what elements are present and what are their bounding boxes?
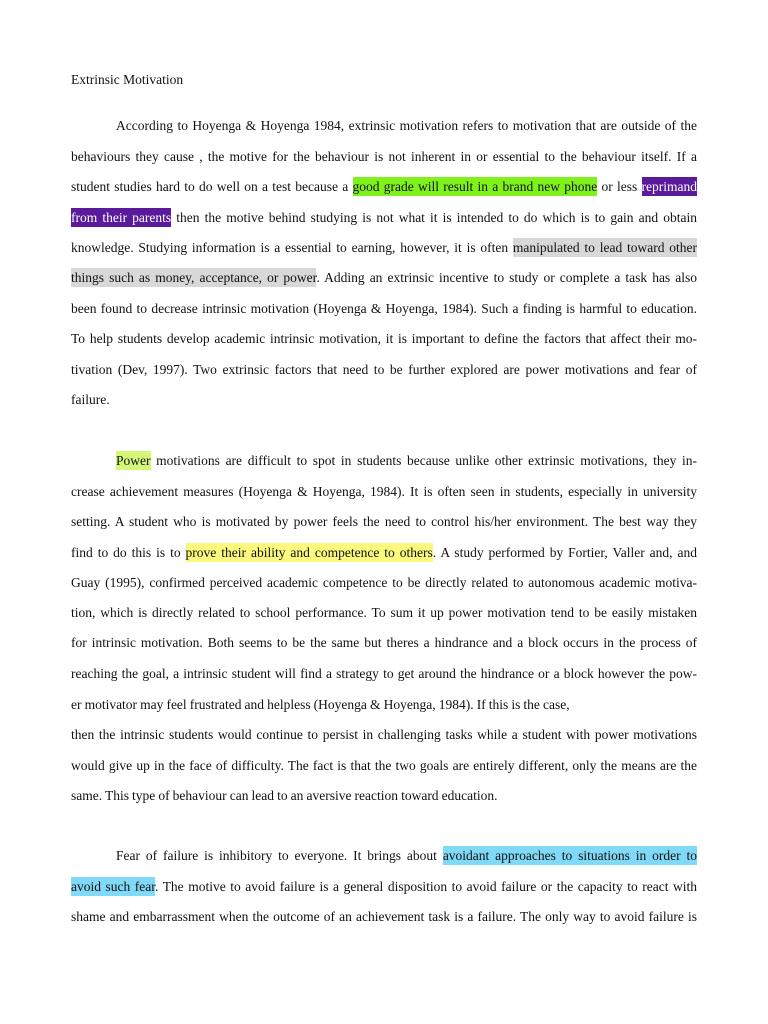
text-run: knowledge. Studying information is a essential to earning, however, it is often — [71, 240, 513, 255]
paragraph-2-line: then the intrinsic students would continue to persist in challenging tasks while a student with power motivations — [71, 727, 697, 742]
text-run: student studies hard to do well on a test because a — [71, 179, 353, 194]
paragraph-2-line: for intrinsic motivation. Both seems to be the same but theres a hindrance and a block occurs in the process of — [71, 635, 697, 650]
highlight-yellow: prove their ability and competence to others — [185, 545, 433, 560]
paragraph-2-line: tion, which is directly related to school performance. To sum it up power motivation tend to be easily mistaken — [71, 605, 697, 620]
highlight-gray: things such as money, acceptance, or power — [71, 270, 317, 285]
highlight-gray: manipulated to lead toward other — [512, 240, 697, 255]
paragraph-1-line — [71, 208, 697, 228]
paragraph-1-line — [71, 238, 697, 258]
paragraph-1-line: behaviours they cause , the motive for the behaviour is not inherent in or essential to the behaviour itself. If a — [71, 149, 697, 164]
text-run: find to do this is to — [71, 545, 186, 560]
highlight-purple: reprimand — [641, 179, 697, 194]
paragraph-1-line: tivation (Dev, 1997). Two extrinsic factors that need to be further explored are power motivations and fear of — [71, 362, 697, 377]
paragraph-2-line: Guay (1995), confirmed perceived academic competence to be directly related to autonomous academic motiva- — [71, 575, 697, 590]
text-run: Fear of failure is inhibitory to everyone. It brings about — [116, 848, 443, 863]
paragraph-1-line — [71, 268, 697, 288]
paragraph-2-line — [71, 543, 697, 563]
paragraph-1-line — [71, 177, 697, 197]
paragraph-1-line: According to Hoyenga & Hoyenga 1984, extrinsic motivation refers to motivation that are outside of the — [116, 118, 697, 133]
highlight-green: good grade will result in a brand new phone — [352, 179, 598, 194]
text-run: motivations are difficult to spot in students because unlike other extrinsic motivations, they in- — [150, 453, 697, 468]
paragraph-1-line: been found to decrease intrinsic motivation (Hoyenga & Hoyenga, 1984). Such a finding is harmful to education. — [71, 301, 697, 316]
paragraph-2-line: setting. A student who is motivated by power feels the need to control his/her environment. The best way they — [71, 514, 697, 529]
text-run: . A study performed by Fortier, Valler and, and — [432, 545, 697, 560]
paragraph-2-line: crease achievement measures (Hoyenga & Hoyenga, 1984). It is often seen in students, especially in university — [71, 484, 697, 499]
text-run: or less — [597, 179, 642, 194]
paragraph-2-line: er motivator may feel frustrated and helpless (Hoyenga & Hoyenga, 1984). If this is the case, — [71, 697, 570, 712]
highlight-lime: Power — [116, 453, 151, 468]
highlight-purple: from their parents — [71, 210, 172, 225]
page-title: Extrinsic Motivation — [71, 72, 184, 87]
paragraph-2-line: would give up in the face of difficulty. The fact is that the two goals are entirely different, only the means are the — [71, 758, 697, 773]
text-run: . The motive to avoid failure is a general disposition to avoid failure or the capacity to react with — [155, 879, 697, 894]
paragraph-2-line — [116, 451, 697, 471]
paragraph-1-line: failure. — [71, 392, 110, 407]
text-run: then the motive behind studying is not what it is intended to do which is to gain and obtain — [171, 210, 697, 225]
paragraph-3-line — [116, 846, 697, 866]
text-run: . Adding an extrinsic incentive to study or complete a task has also — [316, 270, 697, 285]
paragraph-3-line — [71, 877, 697, 897]
paragraph-1-line: To help students develop academic intrinsic motivation, it is important to define the factors that affect their mo- — [71, 331, 697, 346]
paragraph-3-line: shame and embarrassment when the outcome of an achievement task is a failure. The only way to avoid failure is — [71, 909, 697, 924]
paragraph-2-line: same. This type of behaviour can lead to an aversive reaction toward education. — [71, 788, 498, 803]
highlight-cyan: avoidant approaches to situations in order to — [442, 848, 698, 863]
paragraph-2-line: reaching the goal, a intrinsic student will find a strategy to get around the hindrance or a block however the pow- — [71, 666, 697, 681]
highlight-cyan: avoid such fear — [71, 879, 156, 894]
